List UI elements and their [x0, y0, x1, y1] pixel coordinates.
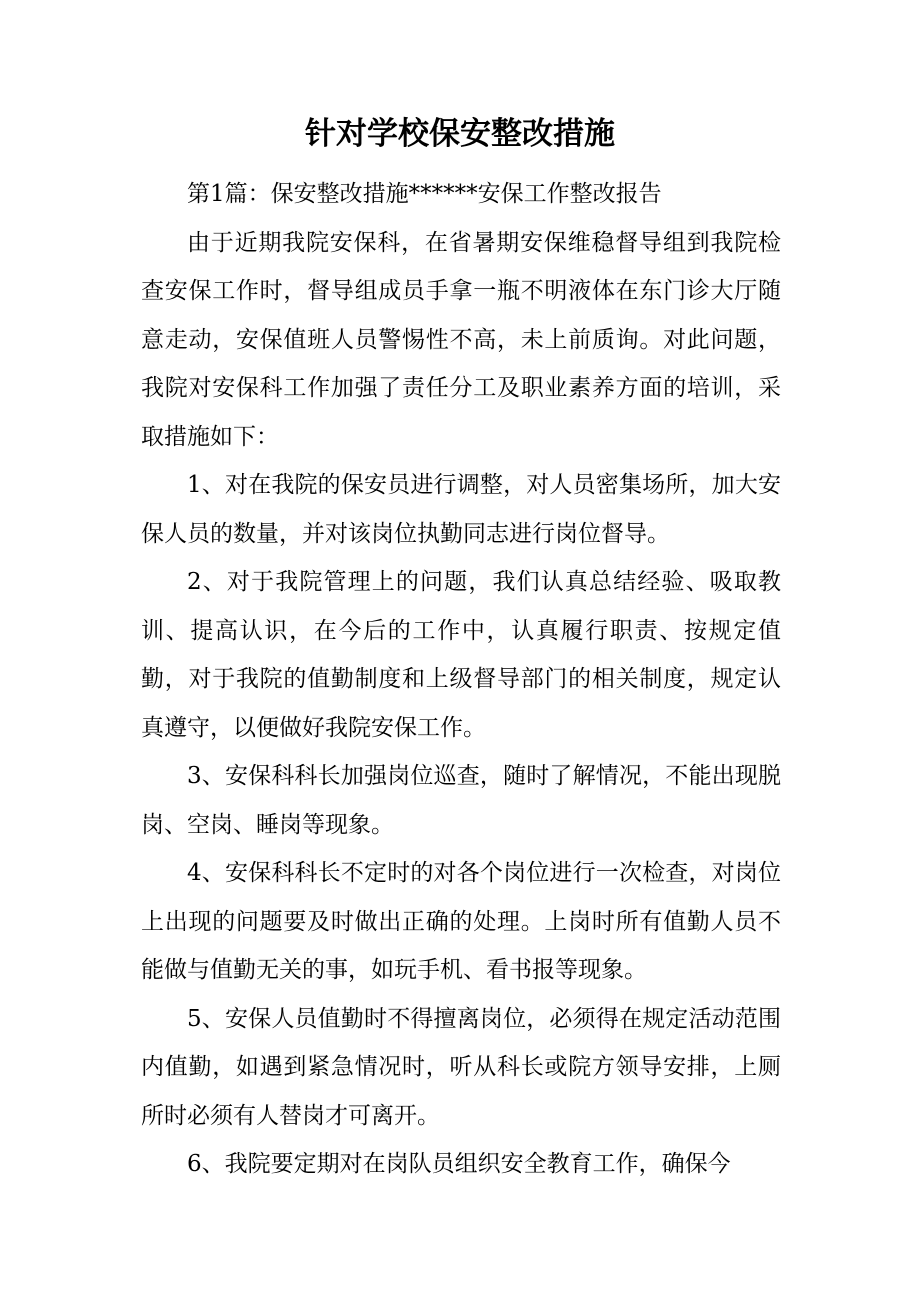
paragraph-item-5: 5、安保人员值勤时不得擅离岗位，必须得在规定活动范围内值勤，如遇到紧急情况时，听从科长或院方领导安排，上厕所时必须有人替岗才可离开。	[141, 1005, 781, 1129]
document-body	[141, 170, 781, 1189]
paragraph-intro: 由于近期我院安保科，在省暑期安保维稳督导组到我院检查安保工作时，督导组成员手拿一瓶不明液体在东门诊大厅随意走动，安保值班人员警惕性不高，未上前质询。对此问题，我院对安保科工作加强了责任分工及职业素养方面的培训，采取措施如下：	[141, 229, 781, 450]
paragraph-heading: 第1篇：保安整改措施******安保工作整改报告	[187, 181, 662, 207]
paragraph-item-1: 1、对在我院的保安员进行调整，对人员密集场所，加大安保人员的数量，并对该岗位执勤同志进行岗位督导。	[141, 472, 781, 547]
paragraph-item-2: 2、对于我院管理上的问题，我们认真总结经验、吸取教训、提高认识，在今后的工作中，认真履行职责、按规定值勤，对于我院的值勤制度和上级督导部门的相关制度，规定认真遵守，以便做好我院安保工作。	[141, 569, 781, 741]
paragraph-item-6: 6、我院要定期对在岗队员组织安全教育工作，确保今	[187, 1151, 731, 1177]
paragraph-item-4: 4、安保科科长不定时的对各个岗位进行一次检查，对岗位上出现的问题要及时做出正确的处理。上岗时所有值勤人员不能做与值勤无关的事，如玩手机、看书报等现象。	[141, 860, 781, 983]
document-title: 针对学校保安整改措施	[305, 116, 615, 152]
paragraph-item-3: 3、安保科科长加强岗位巡查，随时了解情况，不能出现脱岗、空岗、睡岗等现象。	[141, 763, 781, 838]
